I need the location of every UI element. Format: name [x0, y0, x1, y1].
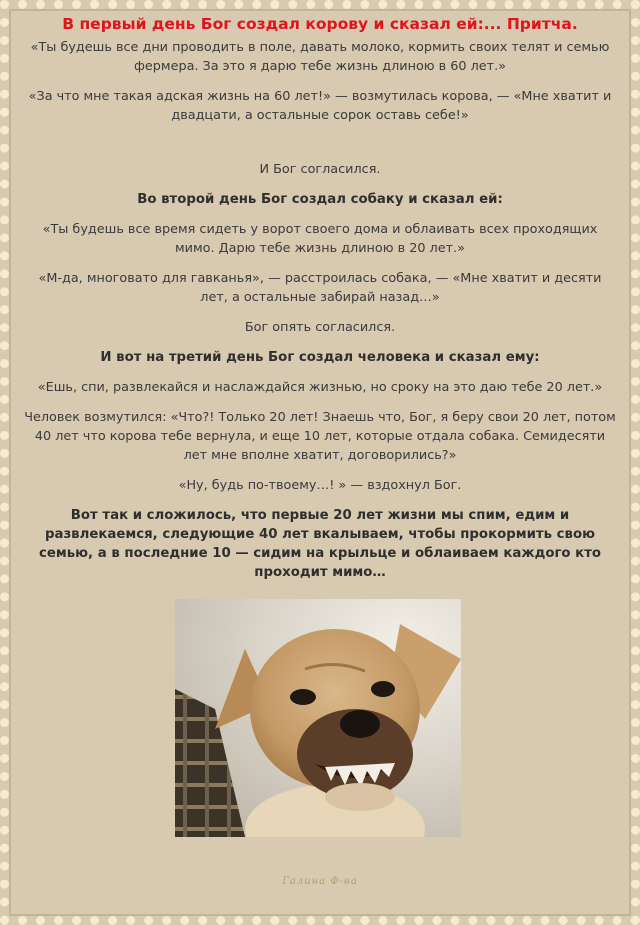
paragraph-cow-offer: «Ты будешь все дни проводить в поле, давать молоко, кормить своих телят и семью фермера. За это я дарю тебе жизнь длиною в 60 лет.»: [30, 40, 610, 74]
spacer: [24, 136, 616, 160]
paragraph-day-three: И вот на третий день Бог создал человека и сказал ему:: [100, 350, 540, 365]
paragraph-god-agreed-2: Бог опять согласился.: [244, 320, 396, 335]
paragraph-dog-reply: «М-да, многовато для гавканья», — расстроилась собака, — «Мне хватит и десяти лет, а остальные забирай назад…»: [38, 271, 602, 305]
paragraph-moral: Вот так и сложилось, что первые 20 лет жизни мы спим, едим и развлекаемся, следующие 40 лет вкалываем, чтобы прокормить свою семью, а в последние 10 — сидим на крыльце и облаиваем каждого кто проходит мимо…: [38, 508, 602, 580]
author-signature: Галина Ф-ва: [282, 876, 358, 887]
paragraph-god-agreed-1: И Бог согласился.: [259, 162, 381, 177]
parable-text: [24, 14, 616, 593]
paragraph-day-two: Во второй день Бог создал собаку и сказал ей:: [137, 192, 503, 207]
page-title: В первый день Бог создал корову и сказал ей:... Притча.: [62, 15, 578, 33]
paragraph-god-sighed: «Ну, будь по-твоему…! » — вздохнул Бог.: [178, 478, 462, 493]
paragraph-human-reply: Человек возмутился: «Что?! Только 20 лет! Знаешь что, Бог, я беру свои 20 лет, потом 40 лет что корова тебе вернула, и еще 10 лет, которые отдала собака. Семидесяти лет мне вполне хватит, договорились?»: [24, 410, 616, 463]
angry-dog-photo: [175, 599, 461, 837]
paragraph-cow-reply: «За что мне такая адская жизнь на 60 лет!» — возмутилась корова, — «Мне хватит и двадцати, а остальные сорок оставь себе!»: [28, 89, 612, 123]
dog-illustration: [175, 599, 461, 837]
paragraph-dog-offer: «Ты будешь все время сидеть у ворот своего дома и облаивать всех проходящих мимо. Дарю тебе жизнь длиною в 20 лет.»: [42, 222, 598, 256]
paragraph-human-offer: «Ешь, спи, развлекайся и наслаждайся жизнью, но сроку на это даю тебе 20 лет.»: [37, 380, 603, 395]
